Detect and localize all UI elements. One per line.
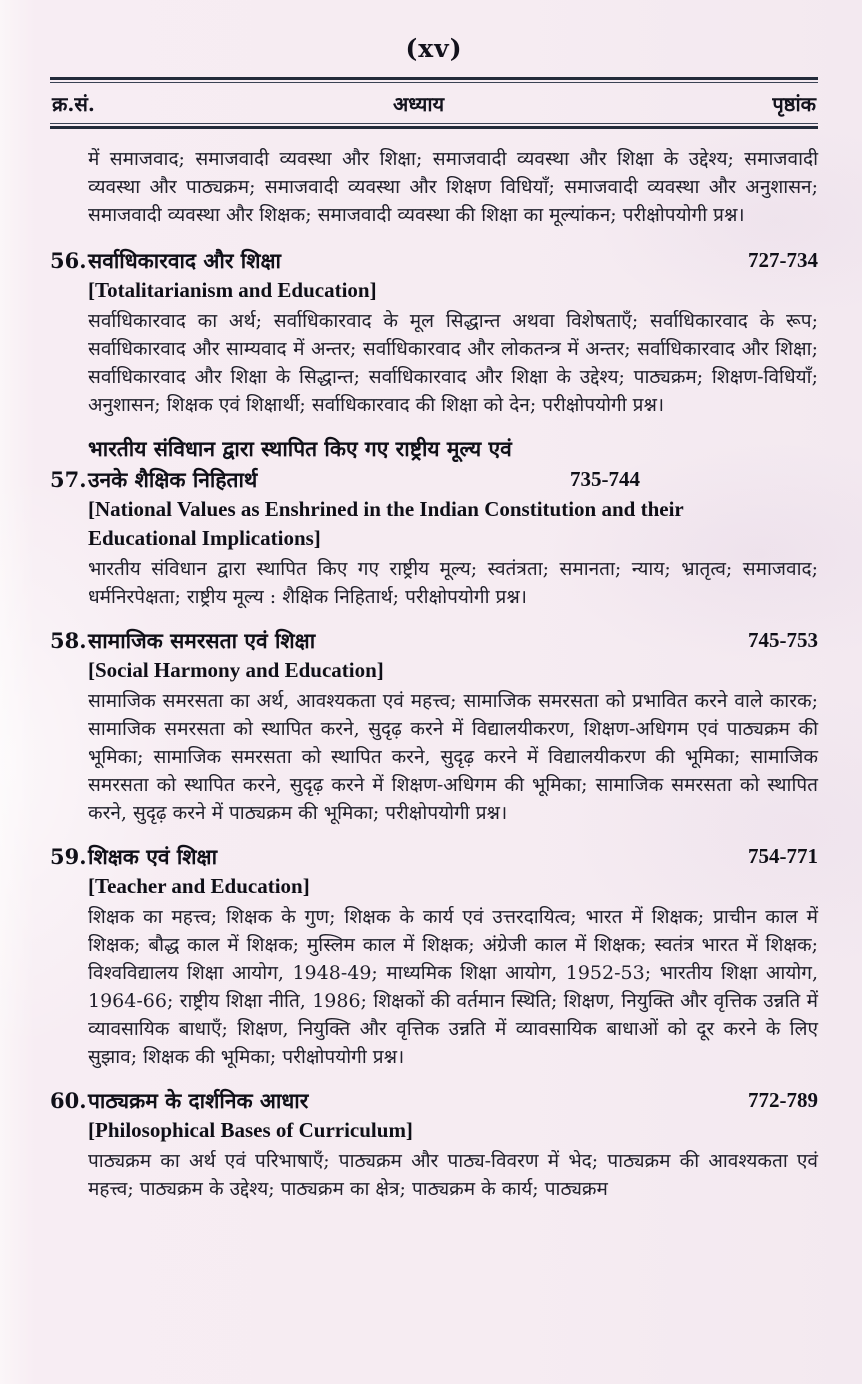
entry-title-english: [Totalitarianism and Education]: [88, 278, 377, 302]
entry-number: 56.: [50, 248, 87, 273]
entry-title-hindi: सर्वाधिकारवाद और शिक्षा: [88, 248, 281, 273]
toc-column-header-row: [50, 83, 818, 123]
entry-description: भारतीय संविधान द्वारा स्थापित किए गए राष्ट्रीय मूल्य; स्वतंत्रता; समानता; न्याय; भ्रातृत्व; समाजवाद; धर्मनिरपेक्षता; राष्ट्रीय मूल्य : शैक्षिक निहितार्थ; परीक्षोपयोगी प्रश्न।: [88, 558, 818, 608]
entry-number: 58.: [50, 628, 87, 653]
entry-title-row: [50, 841, 818, 872]
entry-description: शिक्षक का महत्त्व; शिक्षक के गुण; शिक्षक के कार्य एवं उत्तरदायित्व; भारत में शिक्षक; प्राचीन काल में शिक्षक; बौद्ध काल में शिक्षक; मुस्लिम काल में शिक्षक; अंग्रेजी काल में शिक्षक; स्वतंत्र भारत में शिक्षक; विश्वविद्यालय शिक्षा आयोग, 1948-49; माध्यमिक शिक्षा आयोग, 1952-53; भारतीय शिक्षा आयोग, 1964-66; राष्ट्रीय शिक्षा नीति, 1986; शिक्षकों की वर्तमान स्थिति; शिक्षण, नियुक्ति और वृत्तिक उन्नति में व्यावसायिक बाधाएँ; शिक्षण, नियुक्ति और वृत्तिक उन्नति में व्यावसायिक बाधाओं को दूर करने के लिए सुझाव; शिक्षक की भूमिका; परीक्षोपयोगी प्रश्न।: [88, 906, 818, 1068]
entry-title-hindi: भारतीय संविधान द्वारा स्थापित किए गए राष्ट्रीय मूल्य एवं उनके शैक्षिक निहितार्थ: [88, 436, 512, 492]
entry-page-range: 772-789: [748, 1088, 818, 1112]
page-number: (xv): [405, 34, 463, 63]
entry-title-english: [Social Harmony and Education]: [88, 658, 384, 682]
toc-entry-56: [50, 245, 818, 419]
entry-description: सर्वाधिकारवाद का अर्थ; सर्वाधिकारवाद के मूल सिद्धान्त अथवा विशेषताएँ; सर्वाधिकारवाद के रूप; सर्वाधिकारवाद और साम्यवाद में अन्तर; सर्वाधिकारवाद और लोकतन्त्र में अन्तर; सर्वाधिकारवाद और शिक्षा; सर्वाधिकारवाद और शिक्षा के सिद्धान्त; सर्वाधिकारवाद और शिक्षा के उद्देश्य; पाठ्यक्रम; शिक्षण-विधियाँ; अनुशासन; शिक्षक एवं शिक्षार्थी; सर्वाधिकारवाद की शिक्षा को देन; परीक्षोपयोगी प्रश्न।: [88, 310, 818, 416]
toc-entry-59: [50, 841, 818, 1071]
column-header-chapter: अध्याय: [392, 92, 445, 116]
toc-content: [50, 129, 818, 1203]
column-header-serial: क्र.सं.: [52, 92, 95, 116]
entry-number: 60.: [50, 1088, 87, 1113]
entry-title-row: [50, 245, 818, 276]
entry-number: 59.: [50, 844, 87, 869]
entry-title-english: [National Values as Enshrined in the Indian Constitution and their Educational Implications]: [88, 497, 684, 550]
entry-title-english: [Teacher and Education]: [88, 874, 310, 898]
toc-entry-58: [50, 625, 818, 827]
entry-title-row: [50, 625, 818, 656]
entry-title-row: [50, 433, 818, 495]
entry-title-hindi: पाठ्यक्रम के दार्शनिक आधार: [88, 1088, 309, 1113]
entry-title-english: [Philosophical Bases of Curriculum]: [88, 1118, 413, 1142]
entry-page-range: 727-734: [748, 248, 818, 272]
column-header-page: पृष्ठांक: [772, 92, 816, 116]
toc-entry-57: [50, 433, 818, 611]
continuation-paragraph: में समाजवाद; समाजवादी व्यवस्था और शिक्षा; समाजवादी व्यवस्था और शिक्षा के उद्देश्य; समाजवादी व्यवस्था और पाठ्यक्रम; समाजवादी व्यवस्था और शिक्षण विधियाँ; समाजवादी व्यवस्था और अनुशासन; समाजवादी व्यवस्था और शिक्षक; समाजवादी व्यवस्था की शिक्षा का मूल्यांकन; परीक्षोपयोगी प्रश्न।: [88, 148, 818, 226]
entry-page-range: 745-753: [748, 628, 818, 652]
entry-description: पाठ्यक्रम का अर्थ एवं परिभाषाएँ; पाठ्यक्रम और पाठ्य-विवरण में भेद; पाठ्यक्रम की आवश्यकता एवं महत्त्व; पाठ्यक्रम के उद्देश्य; पाठ्यक्रम का क्षेत्र; पाठ्यक्रम के कार्य; पाठ्यक्रम: [88, 1150, 818, 1200]
entry-page-range: 754-771: [748, 844, 818, 868]
entry-title-hindi: सामाजिक समरसता एवं शिक्षा: [88, 628, 316, 653]
entry-description: सामाजिक समरसता का अर्थ, आवश्यकता एवं महत्त्व; सामाजिक समरसता को प्रभावित करने वाले कारक; सामाजिक समरसता को स्थापित करने, सुदृढ़ करने में विद्यालयीकरण, शिक्षण-अधिगम एवं पाठ्यक्रम की भूमिका; सामाजिक समरसता को स्थापित करने, सुदृढ़ करने में विद्यालयीकरण की भूमिका; सामाजिक समरसता को स्थापित करने, सुदृढ़ करने में शिक्षण-अधिगम की भूमिका; सामाजिक समरसता को स्थापित करने, सुदृढ़ करने में पाठ्यक्रम की भूमिका; परीक्षोपयोगी प्रश्न।: [88, 690, 818, 824]
toc-entry-60: [50, 1085, 818, 1203]
entry-title-row: [50, 1085, 818, 1116]
entry-title-hindi: शिक्षक एवं शिक्षा: [88, 844, 218, 869]
entry-number: 57.: [50, 467, 87, 492]
entry-page-range: 735-744: [570, 467, 640, 491]
